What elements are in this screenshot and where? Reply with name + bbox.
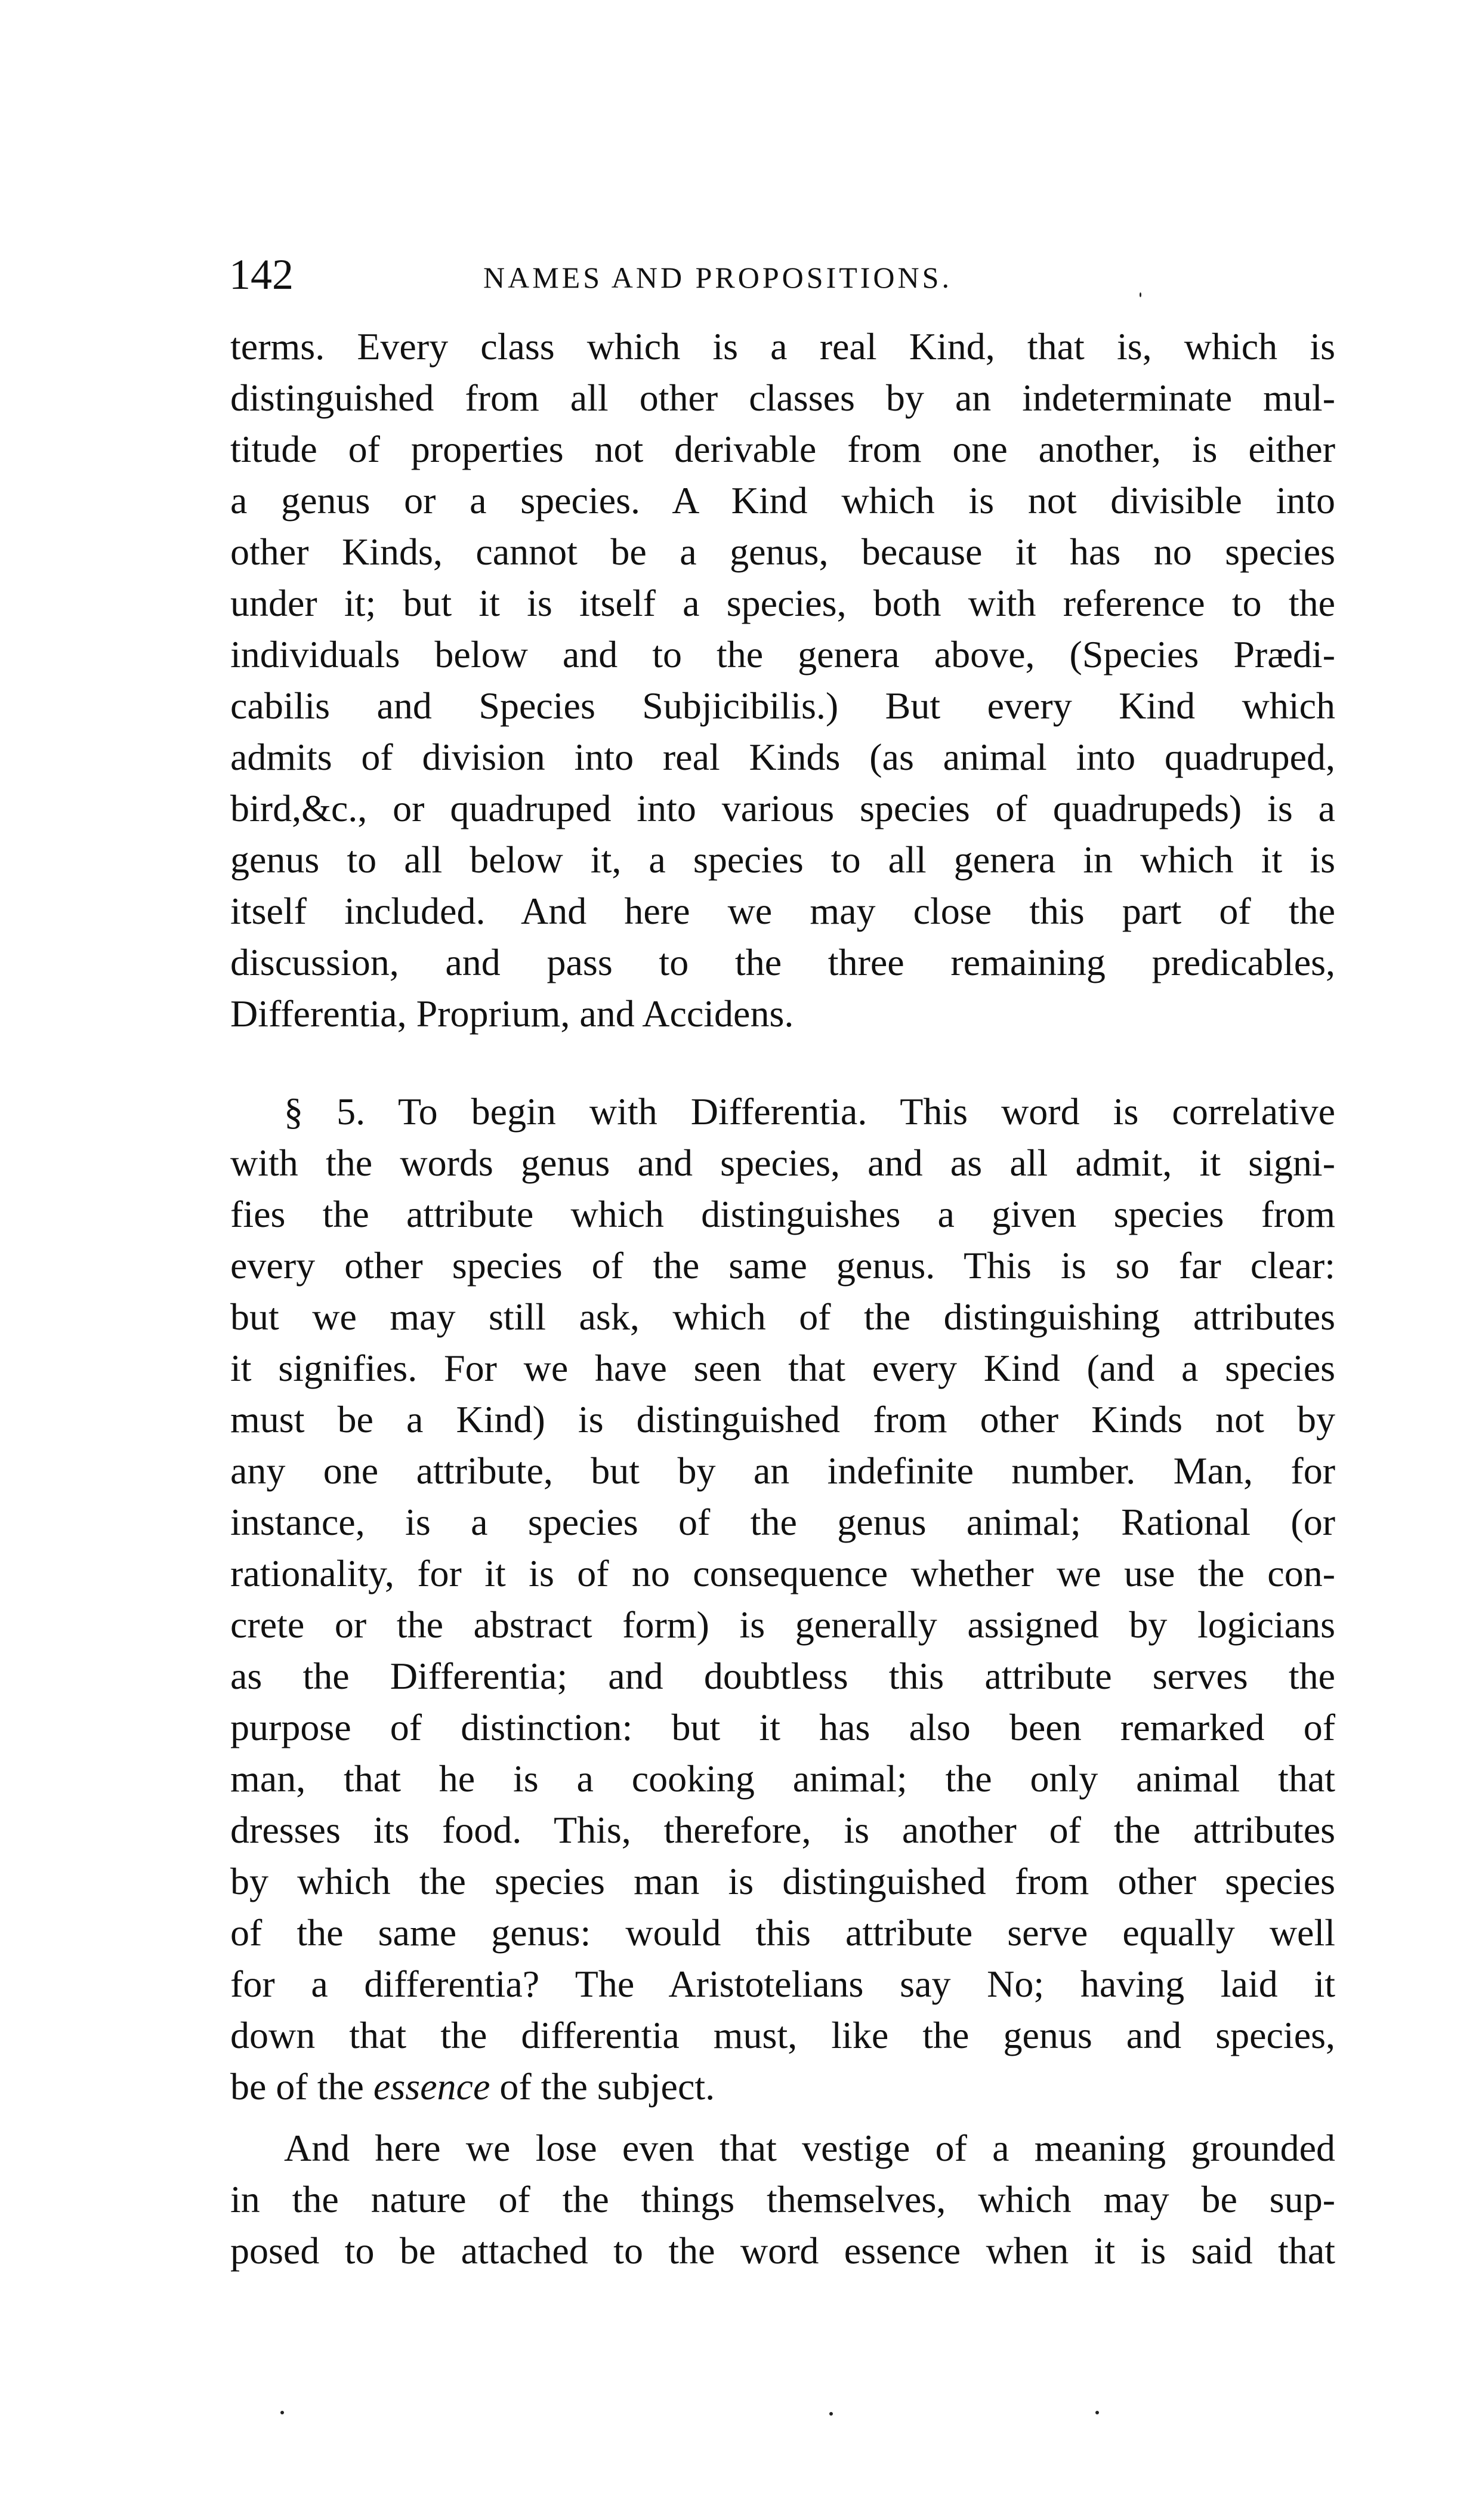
italic-term: essence (373, 2065, 490, 2108)
running-title: NAMES AND PROPOSITIONS. (483, 261, 952, 294)
text-line: Differentia, Proprium, and Accidens. (230, 992, 794, 1035)
text-line: fies the attribute which distinguishes a given species from (230, 1193, 1335, 1235)
text-segment: of the subject. (490, 2065, 715, 2108)
text-line: every other species of the same genus. This is so far clear: (230, 1244, 1335, 1287)
text-line: titude of properties not derivable from one another, is either (230, 428, 1335, 470)
text-line: And here we lose even that vestige of a meaning grounded (284, 2127, 1335, 2169)
text-line: with the words genus and species, and as all admit, it signi- (230, 1142, 1335, 1184)
text-line: terms. Every class which is a real Kind, that is, which is (230, 325, 1335, 368)
text-line: discussion, and pass to the three remaining predicables, (230, 941, 1335, 983)
paragraph-3 (230, 2123, 1335, 2277)
text-line: in the nature of the things themselves, which may be sup- (230, 2178, 1335, 2220)
text-line: man, that he is a cooking animal; the only animal that (230, 1757, 1335, 1800)
text-line: a genus or a species. A Kind which is not divisible into (230, 479, 1335, 522)
text-line: crete or the abstract form) is generally assigned by logicians (230, 1603, 1335, 1646)
text-line: of the same genus: would this attribute serve equally well (230, 1911, 1335, 1954)
paragraph-2 (230, 1086, 1335, 2112)
text-line: rationality, for it is of no consequence whether we use the con- (230, 1552, 1335, 1594)
text-line: it signifies. For we have seen that every Kind (and a species (230, 1347, 1335, 1389)
text-line: as the Differentia; and doubtless this attribute serves the (230, 1655, 1335, 1697)
text-line: but we may still ask, which of the distinguishing attributes (230, 1296, 1335, 1338)
text-line: purpose of distinction: but it has also been remarked of (230, 1706, 1335, 1748)
text-line (230, 2061, 1335, 2112)
text-line: individuals below and to the genera above, (Species Prædi- (230, 633, 1335, 676)
print-speck (1140, 292, 1141, 297)
text-line: distinguished from all other classes by an indeterminate mul- (230, 377, 1335, 419)
text-line: down that the differentia must, like the genus and species, (230, 2014, 1335, 2056)
text-line: genus to all below it, a species to all genera in which it is (230, 838, 1335, 881)
text-line: other Kinds, cannot be a genus, because it has no species (230, 530, 1335, 573)
page-number: 142 (229, 251, 294, 298)
text-line: for a differentia? The Aristotelians say No; having laid it (230, 1963, 1335, 2005)
text-segment: be of the (230, 2065, 373, 2108)
print-speck (829, 2412, 833, 2416)
text-line: itself included. And here we may close this part of the (230, 890, 1335, 932)
paragraph-1 (230, 321, 1335, 1040)
text-line: posed to be attached to the word essence when it is said that (230, 2229, 1335, 2272)
text-line: by which the species man is distinguished from other species (230, 1860, 1335, 1902)
text-line: instance, is a species of the genus animal; Rational (or (230, 1501, 1335, 1543)
text-line: cabilis and Species Subjicibilis.) But every Kind which (230, 684, 1335, 727)
print-speck (280, 2411, 284, 2414)
text-line: under it; but it is itself a species, both with reference to the (230, 582, 1335, 624)
text-line: any one attribute, but by an indefinite number. Man, for (230, 1449, 1335, 1492)
print-speck (1095, 2411, 1099, 2414)
section-heading-line: § 5. To begin with Differentia. This word is correlative (284, 1090, 1335, 1133)
text-line: must be a Kind) is distinguished from other Kinds not by (230, 1398, 1335, 1441)
text-line: dresses its food. This, therefore, is another of the attributes (230, 1809, 1335, 1851)
text-line: bird,&c., or quadruped into various species of quadrupeds) is a (230, 787, 1335, 829)
text-line: admits of division into real Kinds (as animal into quadruped, (230, 736, 1335, 778)
